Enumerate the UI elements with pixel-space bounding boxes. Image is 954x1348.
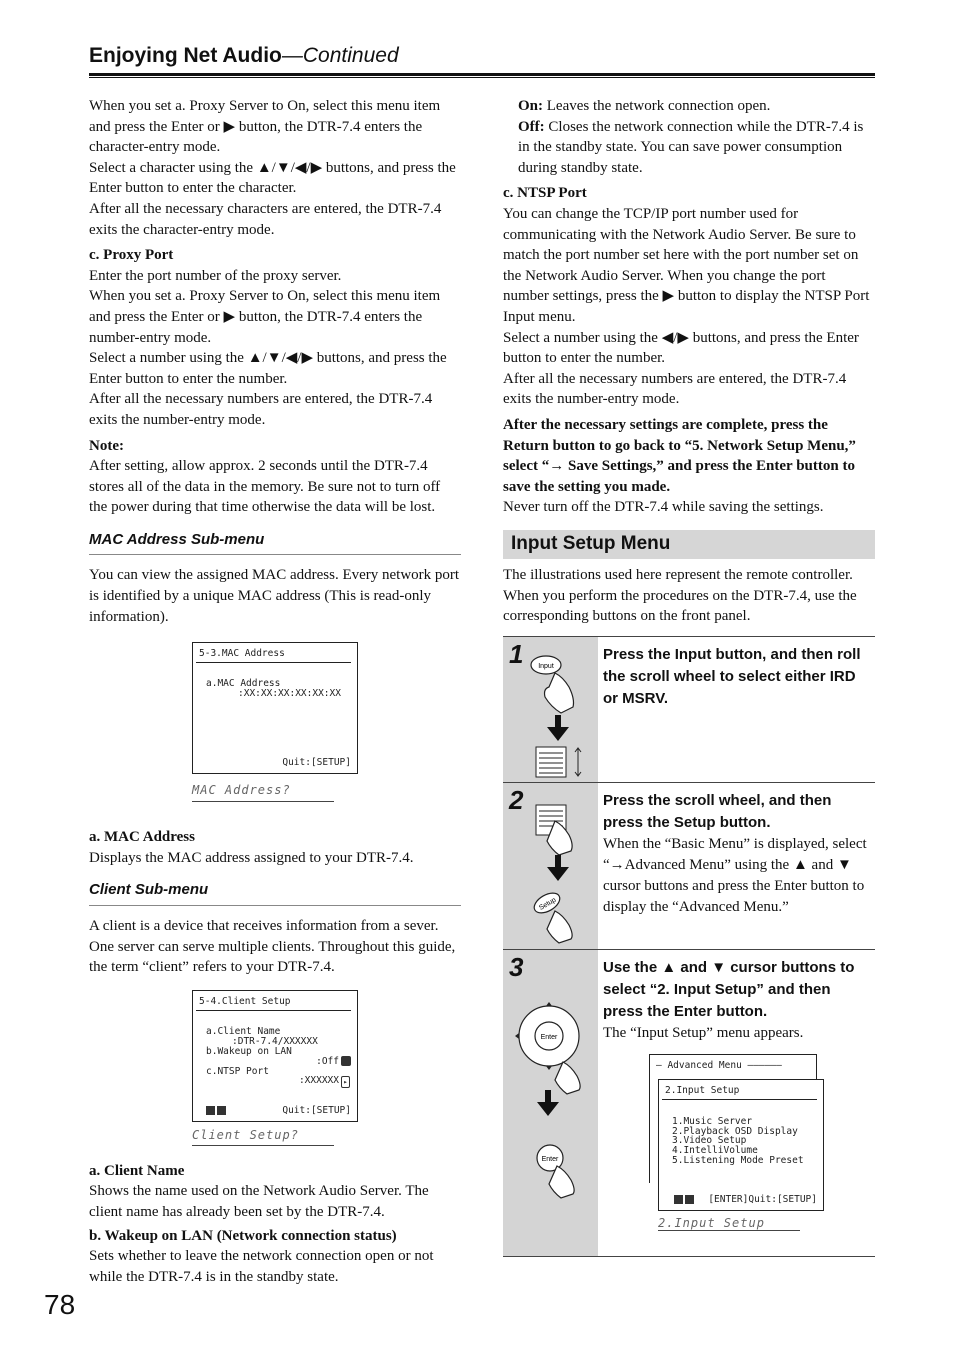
- section-title-text: Input Setup Menu: [511, 533, 671, 554]
- step-instruction: Press the Input button, and then roll the scroll wheel to select either IRD or MSRV.: [603, 646, 861, 707]
- client-b-body: Sets whether to leave the network connection open or not while the DTR-7.4 is in the standby state.: [89, 1248, 434, 1285]
- front-display-label: [192, 780, 334, 802]
- input-setup-osd-screen: [658, 1079, 824, 1211]
- down-arrow-icon: [674, 1195, 683, 1204]
- paragraph: After all the necessary characters are entered, the DTR-7.4 exits the character-entry mode.: [89, 200, 442, 238]
- client-screen-figure: [89, 986, 461, 1161]
- paragraph: Select a number using the ▲/▼/◀/▶ buttons, and press the Enter button to enter the number.: [89, 350, 447, 387]
- step-2: [503, 782, 875, 950]
- mac-submenu-heading: MAC Address Sub-menu: [89, 530, 461, 556]
- enter-button-text: Enter: [541, 1156, 559, 1163]
- enter-button-illustration: [503, 950, 598, 1256]
- step-text: [603, 644, 873, 710]
- menu-item: 5.Listening Mode Preset: [672, 1155, 804, 1166]
- paragraph: You can change the TCP/IP port number used for communicating with the Network Audio Server. Be sure to match the port number set here with the port number set on the Network Audio Server. When you change the port number settings, press the ▶ button to display the NTSP Port Input menu.: [503, 205, 870, 325]
- header-continued: —Continued: [281, 44, 399, 67]
- front-display-text: Client Setup?: [192, 1127, 299, 1142]
- header-rule: [89, 73, 875, 78]
- advanced-menu-title: Advanced Menu: [667, 1060, 742, 1071]
- osd-quit: Quit:[SETUP]: [282, 1104, 351, 1116]
- arrow-down-icon: [547, 715, 569, 741]
- paragraph: Select a character using the ▲/▼/◀/▶ buttons, and press the Enter button to enter the character.: [89, 159, 456, 197]
- front-display-label: [658, 1216, 800, 1231]
- menu-item: 3.Video Setup: [672, 1135, 747, 1146]
- step-description: The “Input Setup” menu appears.: [603, 1025, 804, 1041]
- osd-item: b.Wakeup on LAN: [206, 1045, 292, 1057]
- front-display-text: MAC Address?: [192, 783, 291, 798]
- enter-icon: ▸: [341, 1076, 350, 1088]
- front-display-text: 2.Input Setup: [658, 1216, 765, 1230]
- menu-item: 4.IntelliVolume: [672, 1145, 758, 1156]
- step-number: 3: [509, 952, 524, 982]
- paragraph: Select a number using the ◀/▶ buttons, and press the Enter button to enter the number.: [503, 329, 859, 367]
- option-on: [518, 96, 875, 117]
- hand-icon: [547, 911, 572, 943]
- step-illustration-panel: [503, 637, 598, 783]
- osd-footer: [ENTER]Quit:[SETUP]: [708, 1194, 817, 1205]
- osd-value: :DTR-7.4/XXXXXX: [232, 1035, 318, 1047]
- osd-value: :XXXXXX: [298, 1074, 339, 1086]
- input-intro: [503, 565, 875, 627]
- paragraph: After all the necessary numbers are entered, the DTR-7.4 exits the number-entry mode.: [89, 391, 433, 428]
- never-turn-off: Never turn off the DTR-7.4 while saving the settings.: [503, 499, 824, 516]
- osd-item: a.Client Name: [206, 1025, 281, 1037]
- down-arrow-icon: [206, 1106, 215, 1115]
- mac-screen-figure: [89, 637, 461, 827]
- header-title: Enjoying Net Audio: [89, 44, 282, 67]
- page-header: [89, 44, 399, 68]
- input-intro-text: The illustrations used here represent the remote controller. When you perform the procedures on the DTR-7.4, use the corresponding buttons on the front panel.: [503, 567, 857, 625]
- osd-quit: Quit:[SETUP]: [282, 757, 351, 769]
- step-1: [503, 636, 875, 783]
- switch-icon: [341, 1056, 351, 1066]
- client-submenu-body: A client is a device that receives information from a sever. One server can serve multiple clients. Throughout this guide, the term “client” refers to your DTR-7.4.: [89, 918, 456, 976]
- osd-title: 5-3.MAC Address: [199, 648, 285, 660]
- step-3: [503, 949, 875, 1257]
- step-illustration-panel: [503, 783, 598, 950]
- osd-value: :XX:XX:XX:XX:XX:XX: [238, 688, 341, 700]
- paragraph: When you set a. Proxy Server to On, select this menu item and press the Enter or ▶ button, the DTR-7.4 enters the number-entry mode.: [89, 288, 441, 346]
- right-column: [503, 96, 875, 518]
- arrow-down-icon: [537, 1090, 559, 1116]
- client-b-heading: b. Wakeup on LAN (Network connection status): [89, 1227, 397, 1244]
- mac-submenu-body: You can view the assigned MAC address. Every network port is identified by a unique MAC address (This is read-only information).: [89, 567, 460, 625]
- mac-a-heading: a. MAC Address: [89, 829, 195, 846]
- left-column: [89, 96, 461, 1287]
- note-body: After setting, allow approx. 2 seconds until the DTR-7.4 stores all of the data in the memory. Be sure not to turn off the power during that time otherwise the data will be lost.: [89, 458, 441, 516]
- setup-button-text: Setup: [538, 896, 558, 912]
- paragraph: Enter the port number of the proxy server.: [89, 267, 342, 284]
- step-description: When the “Basic Menu” is displayed, select “→Advanced Menu” using the ▲ and ▼ cursor buttons and press the Enter button to display the “Advanced Menu.”: [603, 836, 867, 915]
- option-on-label: On:: [518, 98, 544, 114]
- menu-item: 1.Music Server: [672, 1116, 753, 1127]
- hand-icon: [545, 673, 574, 713]
- mac-osd-screen: [192, 642, 358, 774]
- up-arrow-icon: [685, 1195, 694, 1204]
- ntsp-heading: c. NTSP Port: [503, 185, 587, 202]
- note-heading: Note:: [89, 437, 124, 454]
- osd-title: – Advanced Menu ——————: [656, 1060, 782, 1071]
- osd-divider: [196, 1010, 351, 1011]
- mac-a-body: Displays the MAC address assigned to your DTR-7.4.: [89, 849, 414, 866]
- osd-divider: [662, 1099, 817, 1100]
- step-instruction: Use the ▲ and ▼ cursor buttons to select “2. Input Setup” and then press the Enter button.: [603, 959, 855, 1020]
- up-down-arrow-icon: [575, 748, 581, 776]
- hand-icon: [555, 1062, 580, 1094]
- after-settings-note: After the necessary settings are complete, press the Return button to go back to “5. Network Setup Menu,” select “→ Save Settings,” and press the Enter button to save the setting you made.: [503, 416, 856, 495]
- input-button-text: Input: [538, 663, 554, 670]
- step-text: [603, 790, 873, 918]
- wakeup-options: [503, 96, 875, 178]
- osd-title: 2.Input Setup: [665, 1085, 740, 1096]
- option-off: [518, 117, 875, 179]
- client-a-heading: a. Client Name: [89, 1162, 185, 1179]
- client-osd-screen: [192, 990, 358, 1122]
- osd-divider: [196, 662, 351, 663]
- osd-item: c.NTSP Port: [206, 1065, 269, 1077]
- osd-value: :Off: [316, 1055, 339, 1067]
- page-number: 78: [44, 1289, 76, 1320]
- step-text: [603, 957, 873, 1044]
- front-display-label: [192, 1125, 334, 1147]
- step-number: 2: [509, 785, 524, 815]
- proxy-port-heading: c. Proxy Port: [89, 247, 174, 264]
- option-off-text: Closes the network connection while the DTR-7.4 is in the standby state. You can save power consumption during standby state.: [518, 118, 864, 176]
- step-instruction: Press the scroll wheel, and then press the Setup button.: [603, 792, 832, 831]
- client-a-body: Shows the name used on the Network Audio Server. The client name has already been set by the DTR-7.4.: [89, 1183, 429, 1220]
- paragraph: When you set a. Proxy Server to On, select this menu item and press the Enter or ▶ button, the DTR-7.4 enters the character-entry mode.: [89, 98, 441, 156]
- enter-button-text: Enter: [540, 1034, 558, 1041]
- client-submenu-heading: Client Sub-menu: [89, 880, 461, 906]
- osd-title: 5-4.Client Setup: [199, 995, 291, 1007]
- paragraph: After all the necessary numbers are entered, the DTR-7.4 exits the number-entry mode.: [503, 370, 847, 408]
- step-illustration-panel: [503, 950, 598, 1256]
- step-number: 1: [509, 639, 524, 669]
- osd-item: a.MAC Address: [206, 678, 281, 690]
- up-arrow-icon: [217, 1106, 226, 1115]
- option-off-label: Off:: [518, 118, 545, 135]
- arrow-down-icon: [547, 855, 569, 881]
- option-on-text: Leaves the network connection open.: [543, 98, 771, 114]
- menu-item: 2.Playback OSD Display: [672, 1126, 798, 1137]
- input-setup-section-title: [503, 530, 875, 559]
